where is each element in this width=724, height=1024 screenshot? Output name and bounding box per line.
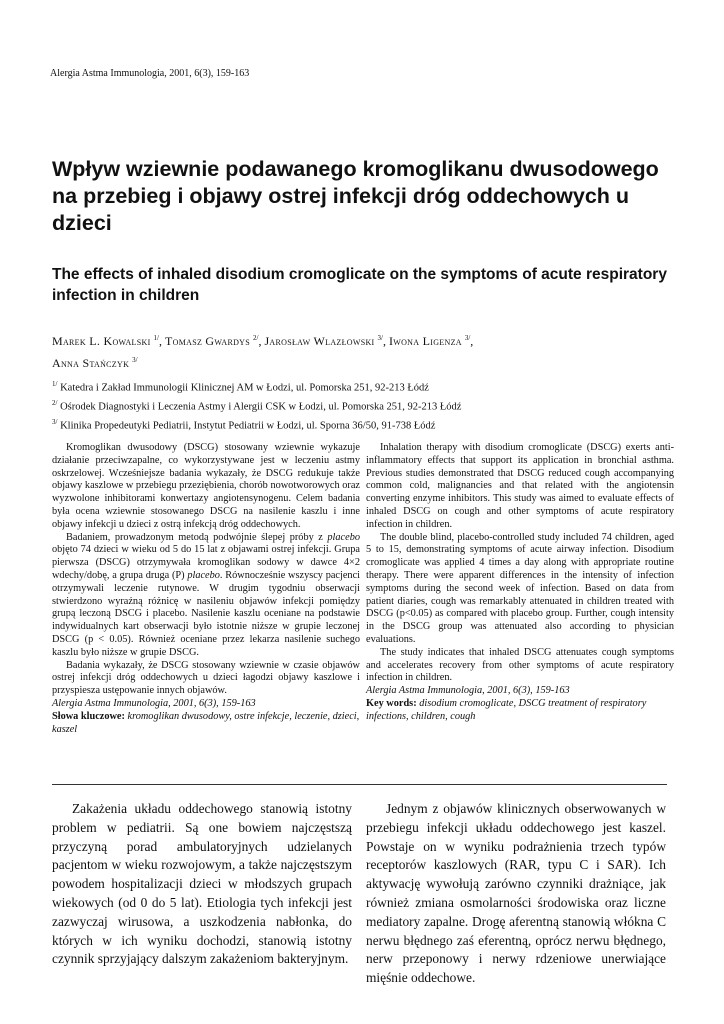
abstract-paragraph: Kromoglikan dwusodowy (DSCG) stosowany wziewnie wykazuje działanie przeciwzapalne, co wykorzystywane jest w leczeniu astmy oskrzelowej. Wcześniejsze badania wykazały, że DSCG redukuje także objawy kaszlowe w przebiegu przeziębienia, chorób nowotworowych oraz wyzwolone inhibitorami konwertazy angiotensynogenu. Celem badania była ocena wziewnie stosowanego DSCG na nasilenie kaszlu i inne objawy infekcji u dzieci z ostrą infekcją dróg oddechowych. xyxy=(52,442,360,530)
author-affiliation-mark: 3/ xyxy=(377,334,383,342)
abstract-text: . Równocześnie wszyscy pacjenci otrzymywali leczenie rutynowe. W drugim tygodniu obserwacji stwierdzono wyraźną różnicę w nasileniu objawów infekcji pomiędzy grupą leczoną DSCG i placebo. Nasilenie kaszlu oceniane na podstawie indywidualnych kart obserwacji było istotnie niższe w grupie leczonej DSCG (p < 0.05). Również oceniane przez lekarza nasilenie suchego kaszlu było niższe w grupie DSCG. xyxy=(52,569,361,658)
author-list: Marek L. Kowalski $^{1/}$, Tomasz Gwardys $^{2/}$, Jarosław Wlazłowski $^{3/}$, Iwona Ligenza $^{3/}$, Anna Stańczyk $^{3/}$ xyxy=(52,334,474,370)
keywords xyxy=(52,711,360,737)
title-polish: Wpływ wziewnie podawanego kromoglikanu dwusodowego na przebieg i objawy ostrej infekcji dróg oddechowych u dzieci xyxy=(52,157,659,235)
citation-text: Alergia Astma Immunologia, 2001, 6(3), 159-163 xyxy=(52,697,256,709)
abstract-italic: placebo xyxy=(327,531,360,543)
affiliation-text: Katedra i Zakład Immunologii Klinicznej AM w Łodzi, ul. Pomorska 251, 92-213 Łódź xyxy=(60,382,429,394)
abstract-text: Badaniem, prowadzonym metodą podwójnie ślepej próby z xyxy=(66,531,328,543)
keywords-label: Key words: xyxy=(366,697,417,709)
section-divider xyxy=(52,784,667,785)
affiliation-text: Klinika Propedeutyki Pediatrii, Instytut Pediatrii w Łodzi, ul. Sporna 36/50, 91-738 Łódź xyxy=(60,420,436,432)
affiliation-item xyxy=(52,377,672,396)
affiliation-mark: 2/ xyxy=(52,399,58,407)
citation-text: Alergia Astma Immunologia, 2001, 6(3), 159-163 xyxy=(366,685,570,697)
affiliation-text: Ośrodek Diagnostyki i Leczenia Astmy i Alergii CSK w Łodzi, ul. Pomorska 251, 92-213 Łódź xyxy=(60,401,462,413)
abstract-paragraph: The study indicates that inhaled DSCG attenuates cough symptoms and accelerates recovery from other symptoms of acute respiratory infection in children. xyxy=(366,646,674,684)
abstract-paragraph: Badania wykazały, że DSCG stosowany wziewnie w czasie objawów ostrej infekcji dróg oddechowych u dzieci łagodzi objawy kaszlowe i przyspiesza ustępowanie innych objawów. xyxy=(52,659,360,697)
author-affiliation-mark: 1/ xyxy=(153,334,159,342)
keywords-text: disodium cromoglicate, DSCG treatment of respiratory infections, children, cough xyxy=(366,697,647,722)
title-english: The effects of inhaled disodium cromoglicate on the symptoms of acute respiratory infection in children xyxy=(52,266,667,304)
abstract-citation xyxy=(52,698,360,711)
author-affiliation-mark: 2/ xyxy=(252,334,259,342)
abstract-paragraph: The double blind, placebo-controlled study included 74 children, aged 5 to 15, demonstrating symptoms of acute airway infection. Disodium cromoglicate was applied 4 times a day along with appropriate routine therapy. There were apparent differences in the intensity of infection symptoms during the second week of infection. Based on data from patient diaries, cough was remarkably attenuated in children treated with DSCG (p<0.05) as compared with placebo group. Further, cough intensity in the DSCG group was attenuated also according to physician evaluations. xyxy=(366,531,674,645)
keywords-text: kromoglikan dwusodowy, ostre infekcje, leczenie, dzieci, kaszel xyxy=(52,710,360,735)
author-affiliation-mark: 3/ xyxy=(464,334,471,342)
body-column-right xyxy=(366,800,666,988)
abstract-citation xyxy=(366,685,674,698)
abstract-italic: placebo xyxy=(187,569,220,581)
journal-header: Alergia Astma Immunologia, 2001, 6(3), 159-163 xyxy=(50,68,250,79)
body-paragraph: Jednym z objawów klinicznych obserwowanych w przebiegu infekcji układu oddechowego jest kaszel. Powstaje on w wyniku podrażnienia trzech typów receptorów kaszlowych (RAR, typu C i SAR). Ich aktywację wywołują zarówno czynniki drażniące, jak również zmiana osmolarności środowiska oraz liczne mediatory zapalne. Drogę aferentną stanowią włókna C nerwu błędnego zaś eferentną, oprócz nerwu błędnego, nerw przeponowy i nerwy rdzeniowe unerwiające mięśnie oddechowe. xyxy=(366,801,666,986)
author-name: Anna Stańczyk xyxy=(52,356,130,370)
affiliation-mark: 3/ xyxy=(52,418,58,426)
body-column-left xyxy=(52,800,352,969)
author-affiliation-mark: 3/ xyxy=(132,356,138,364)
body-paragraph: Zakażenia układu oddechowego stanowią istotny problem w pediatrii. Są one bowiem najczęstszą przyczyną porad ambulatoryjnych udzielanych pacjentom w wieku rozwojowym, a także najczęstszym powodem hospitalizacji dzieci w młodszych grupach wiekowych (od 0 do 5 lat). Etiologia tych infekcji jest zazwyczaj wirusowa, a uszkodzenia nabłonka, do których w ich wyniku dochodzi, stanowią istotny czynnik sprzyjający dalszym zakażeniom bakteryjnym. xyxy=(52,801,352,967)
author-name: Marek L. Kowalski xyxy=(52,334,151,348)
abstract-text: objęto 74 dzieci w wieku od 5 do 15 lat z objawami ostrej infekcji. Grupa pierwsza (DSCG) otrzymywała kromoglikan sodowy w dawce 4×2 wdechy/dobę, a grupa druga (P) xyxy=(52,544,360,581)
author-name: Tomasz Gwardys xyxy=(165,334,250,348)
affiliations xyxy=(52,377,672,434)
author-name: Iwona Ligenza xyxy=(388,334,462,348)
abstract-polish xyxy=(52,442,360,736)
abstract-paragraph: Inhalation therapy with disodium cromoglicate (DSCG) exerts anti-inflammatory effects that support its application in bronchial asthma. Previous studies demonstrated that DSCG reduced cough accompanying common cold, malignancies and that related with the angiotensin converting enzyme inhibitors. This study was aimed to evaluate effects of inhaled DSCG on cough and other symptoms of acute respiratory infection in children. xyxy=(366,442,674,530)
abstract-english xyxy=(366,442,674,724)
abstract-paragraph xyxy=(52,532,360,660)
keywords xyxy=(366,698,674,724)
keywords-label: Słowa kluczowe: xyxy=(52,710,125,722)
author-name: Jarosław Wlazłowski xyxy=(264,334,375,348)
affiliation-item xyxy=(52,396,672,415)
affiliation-item xyxy=(52,415,672,434)
affiliation-mark: 1/ xyxy=(52,380,58,388)
